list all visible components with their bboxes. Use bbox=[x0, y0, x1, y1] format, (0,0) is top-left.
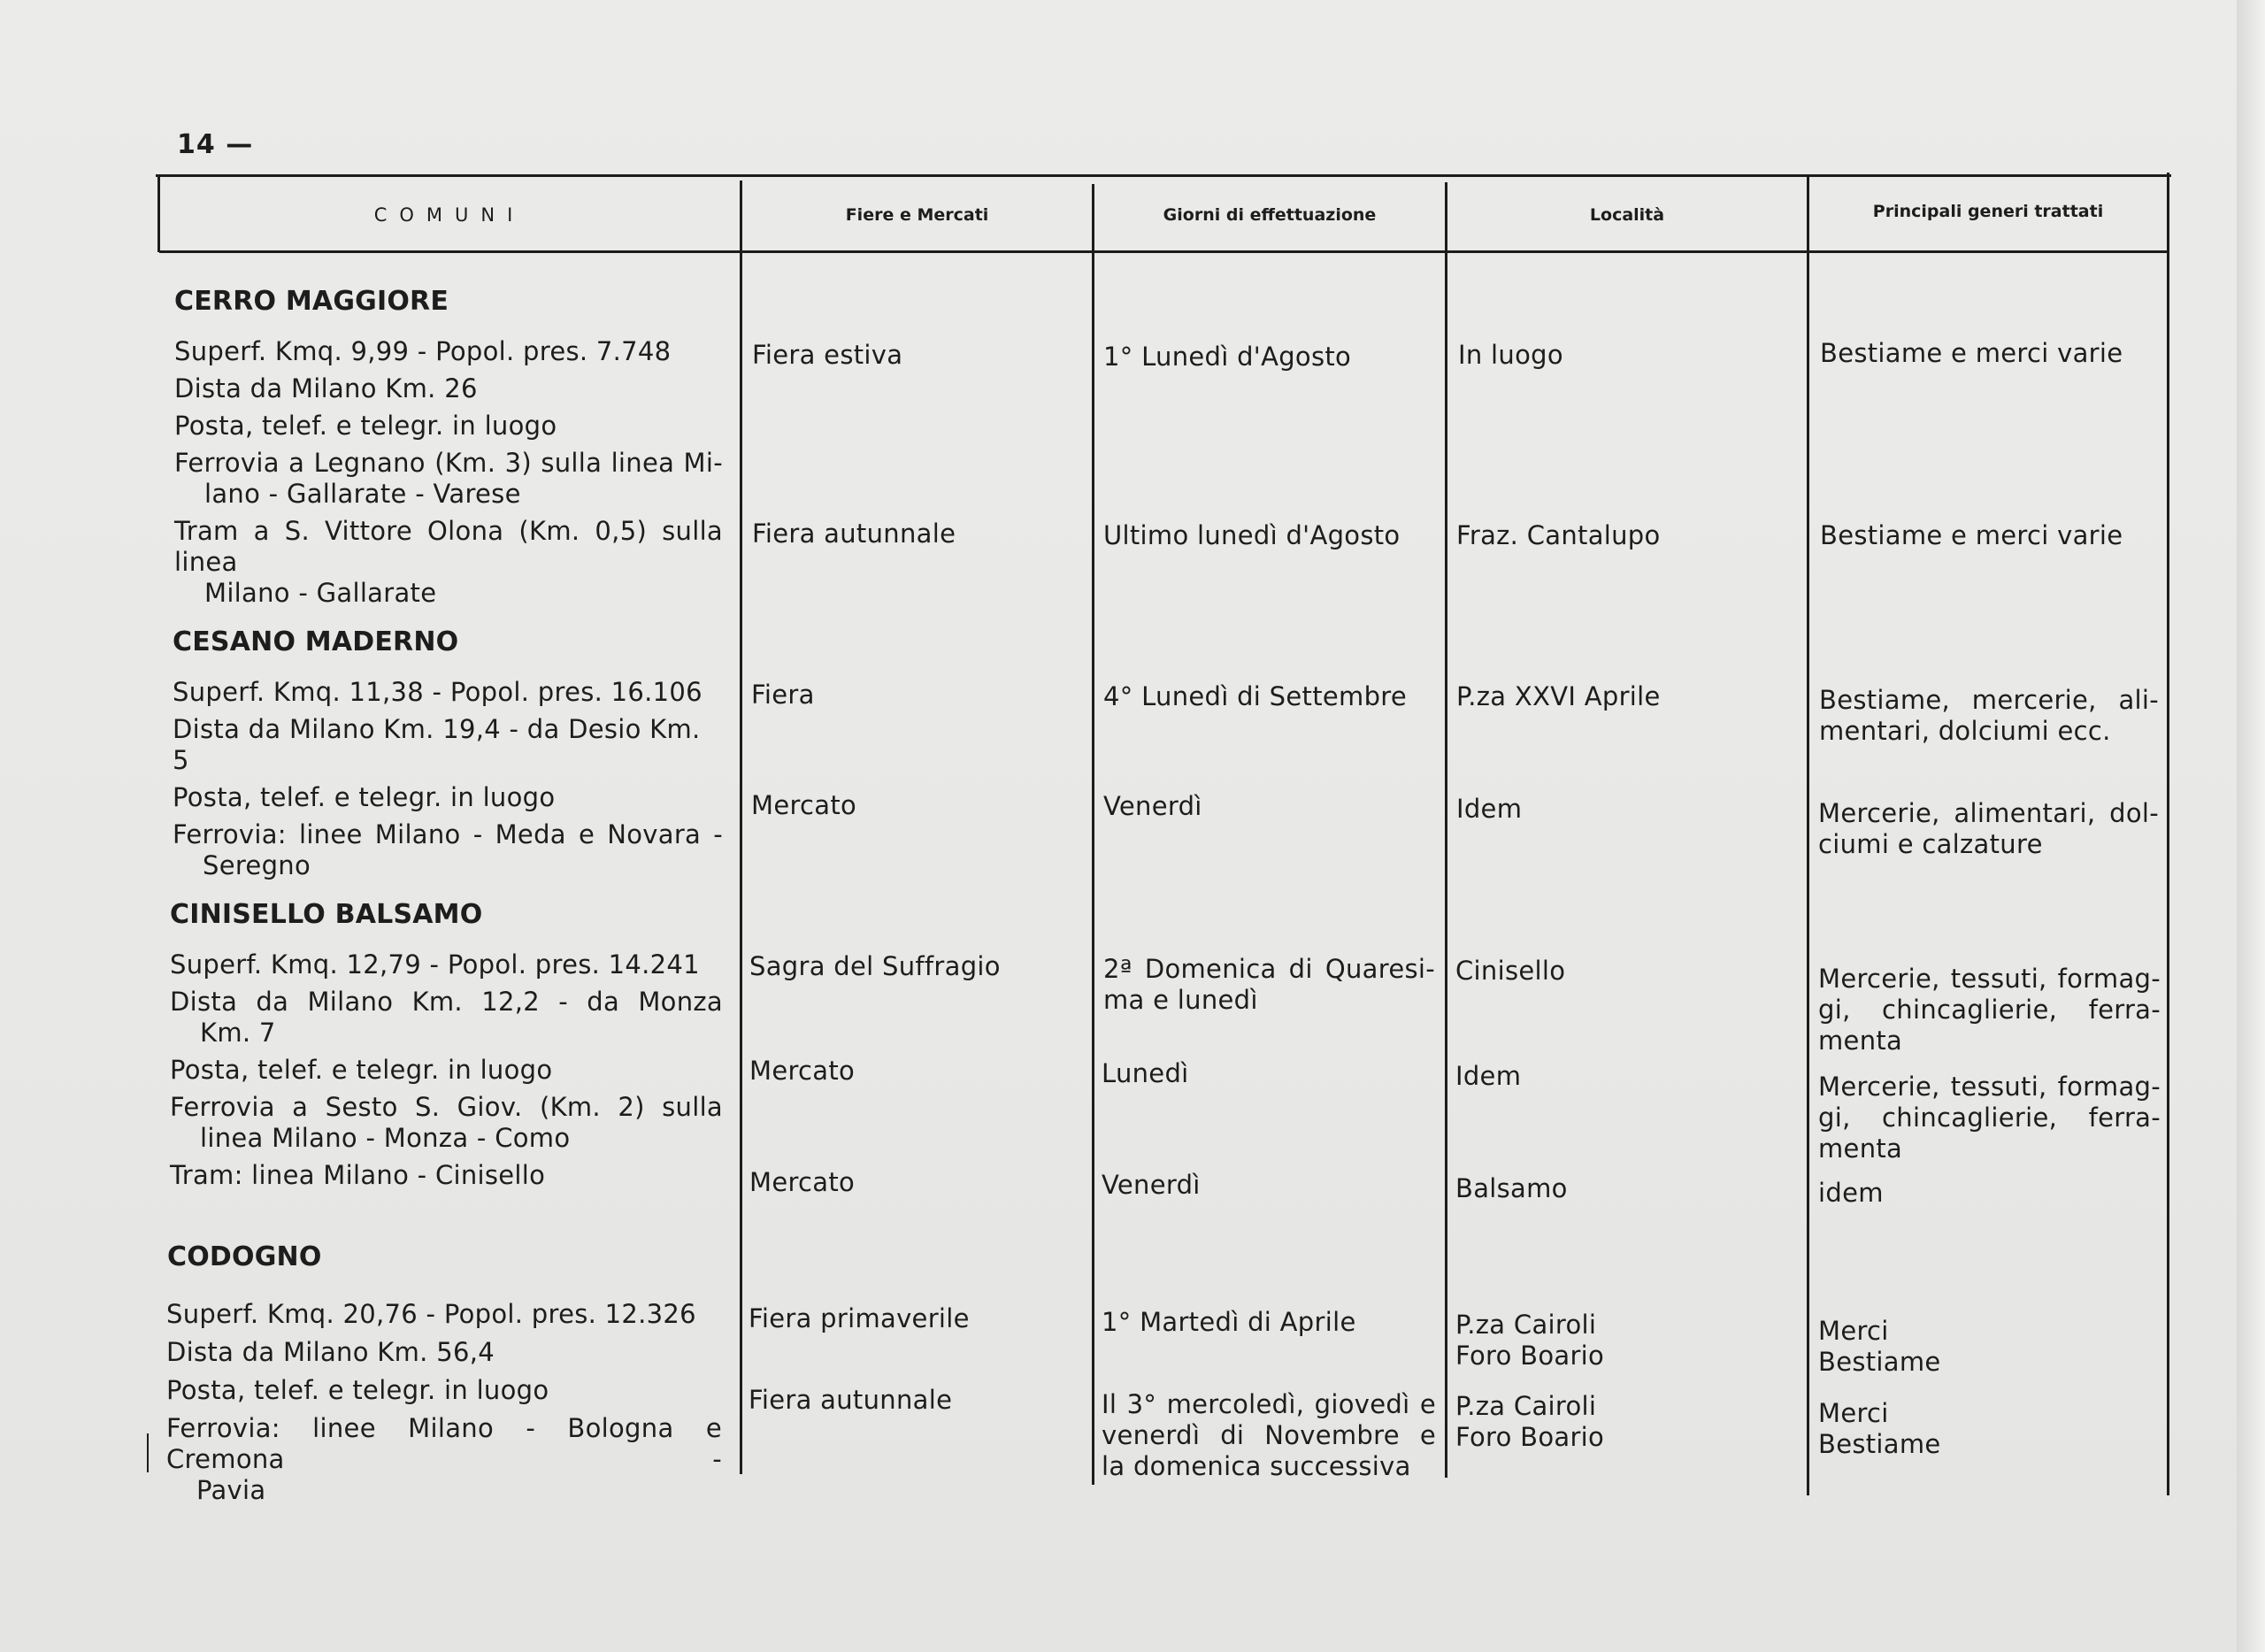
generi-cell bbox=[1818, 1398, 1941, 1460]
localita-cell: Idem bbox=[1456, 794, 1523, 824]
localita-cell: Idem bbox=[1455, 1061, 1522, 1091]
info-line: Dista da Milano Km. 56,4 bbox=[166, 1337, 495, 1367]
town-info bbox=[174, 336, 723, 609]
page-number: 14 — bbox=[177, 129, 254, 160]
info-line: Superf. Kmq. 20,76 - Popol. pres. 12.326 bbox=[166, 1299, 696, 1329]
giorni-line: la domenica successiva bbox=[1102, 1451, 1411, 1481]
info-line: Superf. Kmq. 12,79 - Popol. pres. 14.241 bbox=[170, 949, 700, 980]
column-header-generi: Principali generi trattati bbox=[1872, 202, 2104, 221]
col-divider-4 bbox=[1807, 177, 1809, 1495]
page-edge-shadow bbox=[2237, 0, 2265, 1652]
column-header-comuni: COMUNI bbox=[373, 204, 526, 226]
localita-line: P.za Cairoli bbox=[1455, 1391, 1597, 1421]
generi-line: menta bbox=[1818, 1133, 1903, 1164]
town-name: CERRO MAGGIORE bbox=[174, 286, 449, 317]
localita-line: P.za Cairoli bbox=[1455, 1310, 1597, 1340]
generi-cell bbox=[1818, 964, 2161, 1057]
generi-line: Mercerie, tessuti, formag- bbox=[1818, 964, 2161, 994]
giorni-cell: 4° Lunedì di Settembre bbox=[1103, 681, 1408, 711]
generi-cell bbox=[1818, 1072, 2161, 1164]
town-info bbox=[170, 949, 723, 1191]
town-info bbox=[173, 677, 723, 881]
town-name: CODOGNO bbox=[167, 1241, 322, 1272]
info-line: Tram: linea Milano - Cinisello bbox=[170, 1160, 546, 1190]
info-line: Ferrovia: linee Milano - Meda e Novara - bbox=[173, 819, 723, 849]
col-divider-leftbody bbox=[147, 1433, 149, 1472]
fiera-cell: Fiera autunnale bbox=[749, 1385, 953, 1415]
town-name: CESANO MADERNO bbox=[173, 626, 459, 657]
info-line-cont: Pavia bbox=[196, 1475, 266, 1505]
fiera-cell: Mercato bbox=[749, 1056, 856, 1086]
fiera-cell: Fiera estiva bbox=[752, 340, 903, 370]
generi-cell: Bestiame e merci varie bbox=[1820, 520, 2123, 550]
town-info bbox=[166, 1299, 722, 1506]
header-bottom-rule bbox=[159, 250, 2169, 253]
info-line: Dista da Milano Km. 19,4 - da Desio Km. 5 bbox=[173, 714, 701, 775]
localita-cell bbox=[1455, 1391, 1604, 1453]
giorni-cell: 1° Lunedì d'Agosto bbox=[1103, 342, 1352, 372]
giorni-cell: 1° Martedì di Aprile bbox=[1102, 1307, 1356, 1337]
giorni-cell: Venerdì bbox=[1102, 1170, 1201, 1200]
info-line: Tram a S. Vittore Olona (Km. 0,5) sulla linea bbox=[174, 516, 723, 577]
info-line: Posta, telef. e telegr. in luogo bbox=[173, 782, 556, 812]
info-line: Ferrovia a Legnano (Km. 3) sulla linea Mi- bbox=[174, 448, 723, 478]
giorni-cell bbox=[1103, 954, 1435, 1016]
giorni-cell: Venerdì bbox=[1103, 791, 1202, 821]
generi-line: Mercerie, alimentari, dol- bbox=[1818, 798, 2159, 828]
column-header-fiere: Fiere e Mercati bbox=[845, 205, 989, 225]
giorni-cell bbox=[1102, 1389, 1436, 1482]
fiera-cell: Sagra del Suffragio bbox=[749, 951, 1001, 981]
generi-line: Bestiame bbox=[1818, 1429, 1941, 1459]
col-divider-right bbox=[2167, 173, 2169, 1495]
localita-line: Foro Boario bbox=[1455, 1422, 1605, 1452]
info-line-cont: Km. 7 bbox=[200, 1018, 276, 1048]
col-divider-3 bbox=[1445, 182, 1447, 1478]
info-line: Posta, telef. e telegr. in luogo bbox=[170, 1055, 553, 1085]
giorni-line: 2ª Domenica di Quaresi- bbox=[1103, 954, 1435, 984]
info-line: Ferrovia a Sesto S. Giov. (Km. 2) sulla bbox=[170, 1092, 723, 1122]
town-name: CINISELLO BALSAMO bbox=[170, 899, 483, 930]
localita-line: Foro Boario bbox=[1455, 1341, 1605, 1371]
fiera-cell: Mercato bbox=[751, 790, 857, 820]
giorni-line: ma e lunedì bbox=[1103, 985, 1258, 1015]
localita-cell: P.za XXVI Aprile bbox=[1456, 681, 1661, 711]
info-line: Dista da Milano Km. 26 bbox=[174, 373, 478, 403]
generi-line: Merci bbox=[1818, 1316, 1889, 1346]
generi-line: gi, chincaglierie, ferra- bbox=[1818, 1103, 2161, 1133]
column-header-localita: Località bbox=[1589, 205, 1665, 225]
info-line: Dista da Milano Km. 12,2 - da Monza bbox=[170, 987, 723, 1017]
localita-cell bbox=[1455, 1310, 1604, 1372]
info-line: Superf. Kmq. 11,38 - Popol. pres. 16.106 bbox=[173, 677, 703, 707]
giorni-cell: Lunedì bbox=[1102, 1058, 1189, 1088]
info-line-cont: Milano - Gallarate bbox=[204, 578, 437, 608]
column-header-giorni: Giorni di effettuazione bbox=[1163, 205, 1377, 225]
generi-cell bbox=[1818, 1316, 1941, 1378]
generi-line: Merci bbox=[1818, 1398, 1889, 1428]
localita-cell: In luogo bbox=[1458, 340, 1563, 370]
generi-cell bbox=[1819, 685, 2159, 747]
fiera-cell: Mercato bbox=[749, 1167, 856, 1197]
generi-line: gi, chincaglierie, ferra- bbox=[1818, 995, 2161, 1025]
giorni-cell: Ultimo lunedì d'Agosto bbox=[1103, 520, 1401, 550]
info-line-cont: Seregno bbox=[203, 850, 311, 880]
generi-cell bbox=[1818, 798, 2159, 860]
col-divider-1 bbox=[740, 181, 742, 1474]
giorni-line: Il 3° mercoledì, giovedì e bbox=[1102, 1389, 1436, 1419]
localita-cell: Balsamo bbox=[1455, 1173, 1568, 1203]
generi-line: Mercerie, tessuti, formag- bbox=[1818, 1072, 2161, 1102]
giorni-line: venerdì di Novembre e bbox=[1102, 1420, 1436, 1450]
generi-line: Bestiame, mercerie, ali- bbox=[1819, 685, 2159, 715]
fiera-cell: Fiera bbox=[751, 680, 815, 710]
info-line: Posta, telef. e telegr. in luogo bbox=[174, 411, 557, 441]
generi-line: Bestiame bbox=[1818, 1347, 1941, 1377]
generi-cell: idem bbox=[1818, 1178, 1884, 1208]
col-divider-2 bbox=[1092, 184, 1094, 1485]
generi-cell: Bestiame e merci varie bbox=[1820, 338, 2123, 368]
info-line-cont: linea Milano - Monza - Como bbox=[200, 1123, 571, 1153]
generi-line: menta bbox=[1818, 1026, 1903, 1056]
fiera-cell: Fiera primaverile bbox=[749, 1303, 970, 1333]
fiera-cell: Fiera autunnale bbox=[752, 519, 956, 549]
info-line: Ferrovia: linee Milano - Bologna e Cremona - bbox=[166, 1413, 722, 1474]
localita-cell: Fraz. Cantalupo bbox=[1456, 520, 1661, 550]
generi-line: mentari, dolciumi ecc. bbox=[1819, 716, 2111, 746]
info-line: Posta, telef. e telegr. in luogo bbox=[166, 1375, 549, 1405]
info-line-cont: lano - Gallarate - Varese bbox=[204, 479, 521, 509]
info-line: Superf. Kmq. 9,99 - Popol. pres. 7.748 bbox=[174, 336, 672, 366]
table-top-rule bbox=[156, 174, 2171, 177]
localita-cell: Cinisello bbox=[1455, 956, 1566, 986]
generi-line: ciumi e calzature bbox=[1818, 829, 2043, 859]
